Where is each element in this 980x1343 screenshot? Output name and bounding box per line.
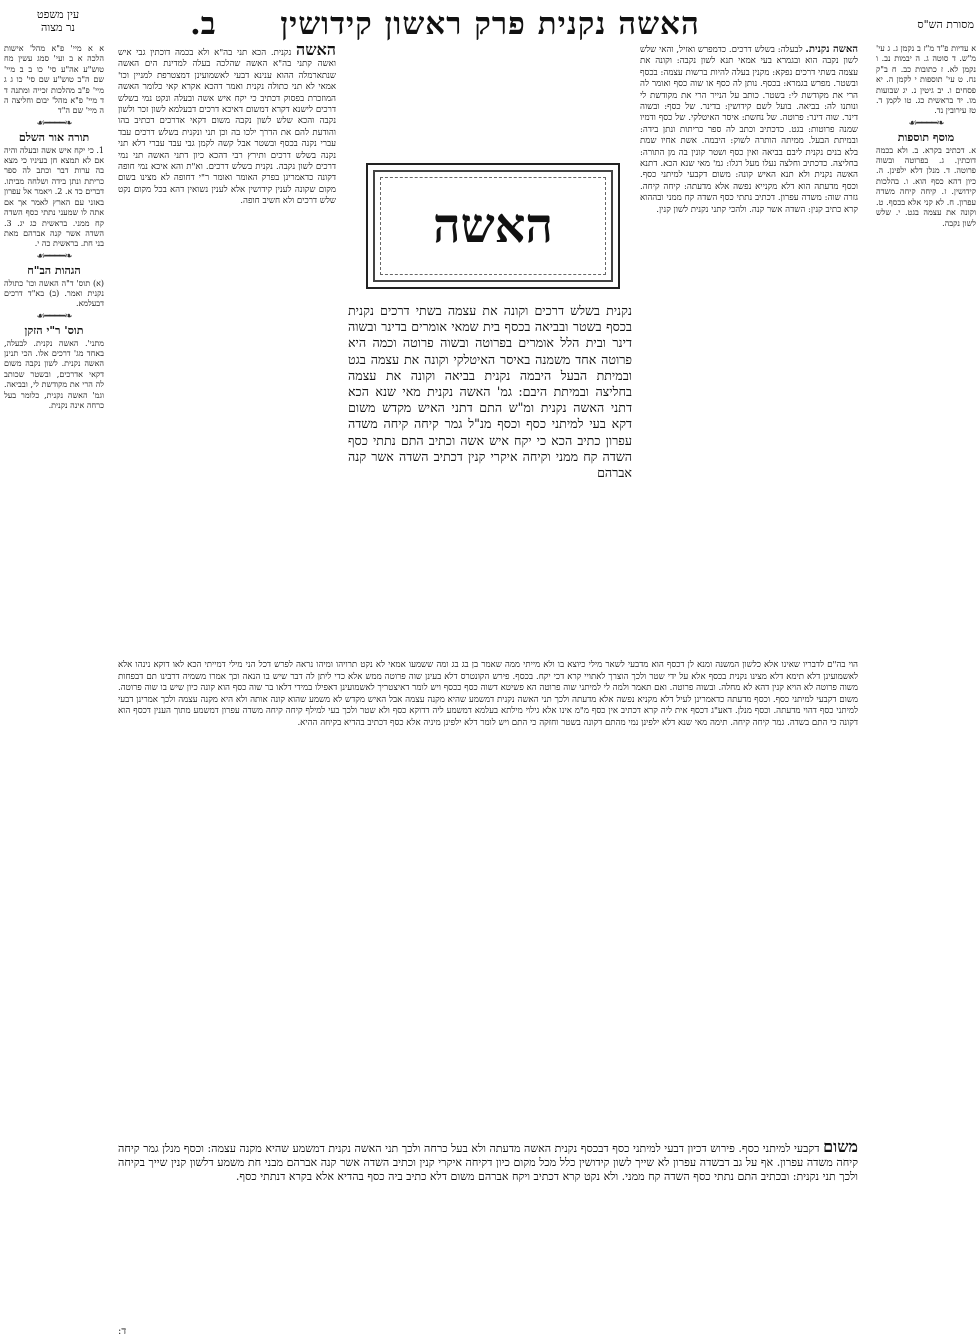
rashi-text: לבעלה: בשלש דרכים. כדמפרש ואזיל, והאי שלש לשון נקבה הוא ובגמרא בעי אמאי תנא לשון נקבה: וקונה את עצמה בשתי דרכים נפקא: מקנין בעלה להיות ברשות עצמה: בכסף ובשטר. מפרש בגמרא: בכסף. נותן לה כסף או שוה כסף ואומר לה הרי את מקודשת לי: בשטר. כותב על הנייר הרי את מקודשת לי ונותנו לה: בביאה. בועל לשם קידושין: בדינר. של כסף: ובשוה דינר. שוה דינר: פרוטה. של נחשת: איסר האיטלקי. של כסף ודמיו שמנה פרוטות: בגט. כדכתיב וכתב לה ספר כריתות ונתן בידה: ובמיתת הבעל. ממיתה הותרה לשוק: היבמה. אשת אחיו שמת בלא בנים נקנית ליבם בביאה ואין כסף ושטר קונין בה מן התורה: בחליצה. כדכתיב וחלצה נעלו מעל רגלו: גמ' מאי שנא הכא. דתנא האשה נקנית ולא תנא האיש קונה: משום דקבעי למיתני כסף. וכסף מדעתה הוא דלא מקנייא נפשה אלא מדעתה: קיחה קיחה. גזרה שוה: משדה עפרון. דכתיב נתתי כסף השדה קח ממני ובההוא קרא כתיב קנין: השדה אשר קנה. ולהכי קתני נקנית לשון קנין.	[640, 45, 858, 215]
tosafot-bottom-lead: משום	[823, 1140, 858, 1156]
opening-word-frame	[366, 163, 620, 289]
musaf-tosafot-text: א. דכתיב בקרא. ב. ולא בכמה דוכתין. ג. בפרוטה ובשוה פרוטה. ד. מנלן דלא ילפינן. ה. כיון דהא כסף הוא. ו. בהלכות קידושין. ז. קיחה קיחה משדה עפרון. ח. לא קני אלא בכסף. ט. וקונה את עצמה בגט. י. שלש לשון נקבה.	[876, 145, 976, 228]
tos-rid-text: מתני'. האשה נקנית. לבעלה, באחד מג' דרכים אלו. הכי תנינן האשה נקנית. לשון נקבה משום דקאי אדרכים, ובשטר שכותב לה הרי את מקודשת לי, ובביאה. וגמ' האשה נקנית, כלומר בעל כרחה אינה נקנית.	[4, 338, 104, 410]
masoret-text: א עדיות פ"ד מ"ז ב נקמן ג. ג עי' מ"ש. ד סוטה ג. ה יבמות נב. ו נקמן לא. ז כתובות כב. ח ב"ק נח. ט עי' תוספות י לקמן ה. יא פסחים ו. יב גיטין נ. יג שבועות מו. יד בראשית כג. טו לקמן ד. טז עירובין נד.	[876, 44, 976, 116]
right-margin-column	[876, 44, 976, 1289]
page-marker: ד:	[118, 1326, 127, 1337]
ein-mishpat-text: א א מיי' פ"א מהל' אישות הלכה א ב ועי' סמג עשין מח טוש"ע אה"ע סי' כו ב ב מיי' שם ה"ב טוש"ע שם סי' כו ג ג מיי' פ"ב מהלכות זכייה ומתנה ד ד מיי' פ"א מהל' יבום וחליצה ה ה מיי' שם ה"ד	[4, 44, 104, 116]
tos-rid-title: תוס' ר"י הזקן	[24, 324, 84, 338]
hagahot-title: הגהות הב"ח	[27, 264, 81, 278]
hagahot-text: (א) תוס' ד"ה האשה וכו' כתולה נקנית ואמר. (ב) בא"ד דרכים דבעלמא.	[4, 278, 104, 309]
ein-mishpat-label: עין משפט נר מצוה	[36, 8, 80, 34]
opening-word: האשה	[432, 198, 554, 254]
tosafot-commentary	[118, 44, 336, 644]
page-title: האשה נקנית פרק ראשון קידושין	[280, 6, 700, 42]
rashi-lead-word: האשה נקנית.	[805, 44, 858, 55]
ornament-divider: ❧━━━━☙	[36, 117, 72, 129]
page-header	[0, 4, 980, 44]
tosafot-lead-word: האשה	[295, 44, 336, 59]
tosafot-text: נקנית. הכא תני בה"א ולא בכמה דוכתין גבי איש ואשה קתני בה"א האשה שהלכה בעלה למדינת הים האשה שנתארמלה ההוא ענינא דבעי לאשמועינן דמצטרפת למניין וכו' אמאי לא תני כתולה נקנית ואמר דהכא אקרא קאי כלומר האשה המוזכרת בפסוק דכתיב כי יקח איש אשה ובעלה ונקט נמי בשלש דרכים לישנא דקרא דמשום דאיכא דרכים דבעלמא לשון זכר ולשון נקבה והכא שלש לשון נקבה משום דקאי אדרכים דכתיב בהו והודעת להם את הדרך ילכו בה וכן תני ונקנית בשלש דרכים עבד עברי נקנה בכסף ובשטר אבל קשה לקמן גבי עבד עברי דלא תני נקנה בשלש דרכים ותירץ רבי דהכא כיון דתני האשה תני נמי דרכים לשון נקבה. נקנית בשלש דרכים. וא"ת והא איכא נמי חופה דקונה כדאמרינן בפרק האומר ואומר ר"י דחופה לא מצינו בשום מקום שקונה לענין קידושין אלא לענין נשואין דהא בכל מקום נקט שלש דרכים ולא חשיב חופה.	[118, 48, 336, 207]
ornament-divider: ❧━━━━☙	[36, 310, 72, 322]
masoret-label: מסורת הש"ס	[917, 18, 974, 31]
leaf-number: ב.	[190, 6, 216, 42]
tosafot-continuation: הוי בה"ם לדבריו שאינו אלא כלשון המשנה ומנא לן דכסף הוא מדבעי לשאר מילי כיוצא בו ולא מייתי ממה שאמר בן בג בג ומה ששמעו אמאי לא נקט תרויהו ומיהו נראה לפרש דכל הני מילי דמייתי הכא לאו דוקא נינהו אלא לאשמועינן דלא תימא דלא מצינו נקנית בכסף אלא על ידי שטר ולכך הוצרך לאתויי קרא דכי יקח. בכסף. פירש הקונטרס דלא בעינן שוה פרוטה ממש אלא כדי ליתן לה דבר שיש בו הנאה וכך אמרו משמיה דרבינו תם דבפחות משוה פרוטה לא הויא קנין דהא לא מחלה. ובשוה פרוטה. ואם תאמר ולמה לי למיתני שוה פרוטה הא פשיטא דשוה כסף ככסף ויש לומר דאיצטריך לאשמועינן דאפילו במידי דלאו בר שוה כסף הוא קונה כיון שיש בו שוה פרוטה. משום דקבעי למיתני כסף. וכסף מדעתה כדאמרינן לעיל דלא מקניא נפשה אלא מדעתה ולכך תני האשה נקנית דמשמע שהיא מקנה עצמה אבל האיש מקדש לא משמע שהוא קונה אותה ולא היא מקנה עצמה ולכך אמרינן דבעי למיתני כסף דהוי מדעתה. וכסף מנלן. דאע"ג דכסף אית ליה קרא דכתיב אין כסף מ"מ אינו אלא גילוי מילתא בעלמא דמשמע ליה דדוקא כסף ולא שטר ולכך בעי למילף קיחה קיחה משדה עפרון דמשמע מתוך הענין דכסף הוא דקונה כי התם בשדה. גמר קיחה קיחה. תימה מאי שנא דלא ילפינן נמי מהתם דקונה בשטר וחזקה כי התם ויש לומר דלא ילפינן מיניה אלא כסף דכתיב בהדיא בקיחה ההיא.	[118, 660, 858, 728]
musaf-tosafot-title: מוסף תוספות	[897, 131, 955, 145]
ornament-divider: ❧━━━━☙	[36, 250, 72, 262]
gemara-block	[348, 145, 632, 650]
torah-or-text: 1. כי יקח איש אשה ובעלה והיה אם לא תמצא חן בעיניו כי מצא בה ערות דבר וכתב לה ספר כריתת ונתן בידה ושלחה מביתו. דברים כד א. 2. ויאמר אל עפרון באזני עם הארץ לאמר אך אם אתה לו שמעני נתתי כסף השדה קח ממני. בראשית כג יג. 3. השדה אשר קנה אברהם מאת בני חת. בראשית כה י.	[4, 145, 104, 249]
left-margin-column	[4, 44, 104, 1289]
tosafot-bottom	[118, 1140, 858, 1330]
rashi-commentary	[640, 44, 858, 644]
ornament-divider: ❧━━━━☙	[908, 117, 944, 129]
torah-or-title: תורה אור השלם	[18, 131, 90, 145]
gemara-text: נקנית בשלש דרכים וקונה את עצמה בשתי דרכים נקנית בכסף בשטר ובביאה בכסף בית שמאי אומרים בדינר ובשוה דינר ובית הלל אומרים בפרוטה ובשוה פרוטה וכמה היא פרוטה אחד משמנה באיסר האיטלקי וקונה את עצמה בגט ובמיתת הבעל היבמה נקנית בביאה וקונה את עצמה בחליצה ובמיתת היבם: גמ' האשה נקנית מאי שנא הכא דתני האשה נקנית ומ"ש התם דתני האיש מקדש משום דקא בעי למיתני כסף וכסף מנ"ל גמר קיחה קיחה משדה עפרון כתיב הכא כי יקח איש אשה וכתיב התם נתתי כסף השדה קח ממני וקיחה איקרי קנין דכתיב השדה אשר קנה אברהם	[348, 303, 632, 481]
tosafot-bottom-text: דקבעי למיתני כסף. פירוש דכיון דבעי למיתני כסף דבכסף נקנית האשה מדעתה ולא בעל כרחה ולכך תני האשה נקנית דמשמע שהיא מקנה עצמה: וכסף מנלן גמר קיחה קיחה משדה עפרון. אף על גב דבשדה עפרון לא שייך לשון קידושין כלל מכל מקום כיון דקיחה איקרי קנין וכתיב השדה אשר קנה אברהם מבני חת משמע דלשון קנין שייך בקיחה ולכך תני נקנית: ובכתיב התם נתתי כסף השדה קח ממני. ולא נקט קרא דכתיב ויקח אברהם משום דלא כתיב ביה כסף בהדיא אלא בקרא דנתתי כסף.	[118, 1142, 858, 1183]
